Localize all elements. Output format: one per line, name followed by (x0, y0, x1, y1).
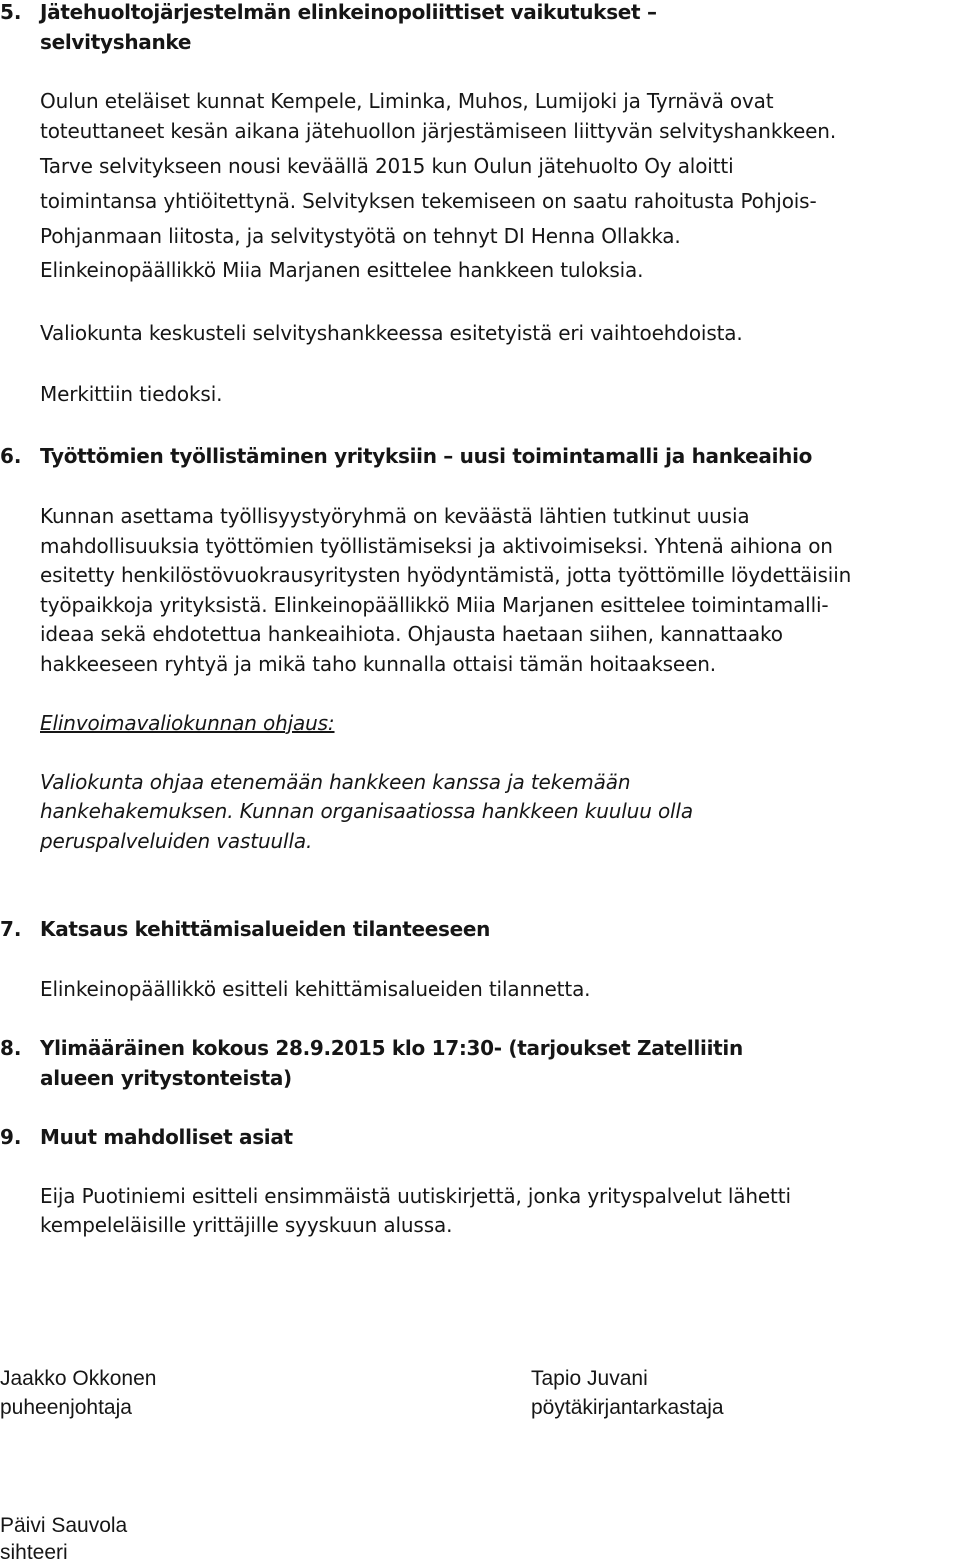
paragraph-line: toteuttaneet kesän aikana jätehuollon järjestämiseen liittyvän selvityshankkeen. (40, 119, 837, 143)
signature-name: Päivi Sauvola (0, 1514, 128, 1537)
signature-name: Jaakko Okkonen (0, 1367, 157, 1390)
paragraph-line: työpaikkoja yrityksistä. Elinkeinopäällikkö Miia Marjanen esittelee toimintamalli- (40, 593, 829, 617)
guidance-heading: Elinvoimavaliokunnan ohjaus: (40, 711, 335, 735)
paragraph-line: Oulun eteläiset kunnat Kempele, Liminka, Muhos, Lumijoki ja Tyrnävä ovat (40, 89, 774, 113)
paragraph-line: ideaa sekä ehdotettua hankeaihiota. Ohjausta haetaan siihen, kannattaako (40, 622, 783, 646)
paragraph-line: Merkittiin tiedoksi. (40, 382, 223, 406)
signature-role: puheenjohtaja (0, 1396, 132, 1419)
item-number: 9. (0, 1125, 22, 1149)
item-title: selvityshanke (40, 30, 192, 54)
guidance-line: hankehakemuksen. Kunnan organisaatiossa hankkeen kuuluu olla (40, 799, 693, 823)
paragraph-line: Elinkeinopäällikkö esitteli kehittämisalueiden tilannetta. (40, 977, 591, 1001)
paragraph-line: hakkeeseen ryhtyä ja mikä taho kunnalla ottaisi tämän hoitaakseen. (40, 652, 716, 676)
item-title: Jätehuoltojärjestelmän elinkeinopoliittiset vaikutukset – (40, 0, 657, 24)
item-number: 6. (0, 444, 22, 468)
item-number: 7. (0, 917, 22, 941)
guidance-line: Valiokunta ohjaa etenemään hankkeen kanssa ja tekemään (40, 770, 631, 794)
item-title: Ylimääräinen kokous 28.9.2015 klo 17:30- (tarjoukset Zatelliitin (40, 1036, 743, 1060)
signature-name: Tapio Juvani (531, 1367, 648, 1390)
signature-role: pöytäkirjantarkastaja (531, 1396, 724, 1419)
paragraph-line: Valiokunta keskusteli selvityshankkeessa esitetyistä eri vaihtoehdoista. (40, 321, 743, 345)
item-title: Työttömien työllistäminen yrityksiin – uusi toimintamalli ja hankeaihio (40, 444, 813, 468)
paragraph-line: Kunnan asettama työllisyystyöryhmä on keväästä lähtien tutkinut uusia (40, 504, 750, 528)
item-number: 8. (0, 1036, 22, 1060)
item-number: 5. (0, 0, 22, 24)
paragraph-line: kempeleläisille yrittäjille syyskuun alussa. (40, 1213, 453, 1237)
paragraph-line: toimintansa yhtiöitettynä. Selvityksen tekemiseen on saatu rahoitusta Pohjois- (40, 189, 817, 213)
signature-role: sihteeri (0, 1541, 68, 1564)
paragraph-line: mahdollisuuksia työttömien työllistämiseksi ja aktivoimiseksi. Yhtenä aihiona on (40, 534, 833, 558)
item-title: Muut mahdolliset asiat (40, 1125, 293, 1149)
guidance-line: peruspalveluiden vastuulla. (40, 829, 313, 853)
paragraph-line: Eija Puotiniemi esitteli ensimmäistä uutiskirjettä, jonka yrityspalvelut lähetti (40, 1184, 791, 1208)
item-title: Katsaus kehittämisalueiden tilanteeseen (40, 917, 491, 941)
item-title: alueen yritystonteista) (40, 1066, 292, 1090)
paragraph-line: Tarve selvitykseen nousi keväällä 2015 kun Oulun jätehuolto Oy aloitti (40, 154, 734, 178)
paragraph-line: esitetty henkilöstövuokrausyritysten hyödyntämistä, jotta työttömille löydettäisiin (40, 563, 852, 587)
paragraph-line: Elinkeinopäällikkö Miia Marjanen esittelee hankkeen tuloksia. (40, 258, 644, 282)
paragraph-line: Pohjanmaan liitosta, ja selvitystyötä on tehnyt DI Henna Ollakka. (40, 224, 681, 248)
